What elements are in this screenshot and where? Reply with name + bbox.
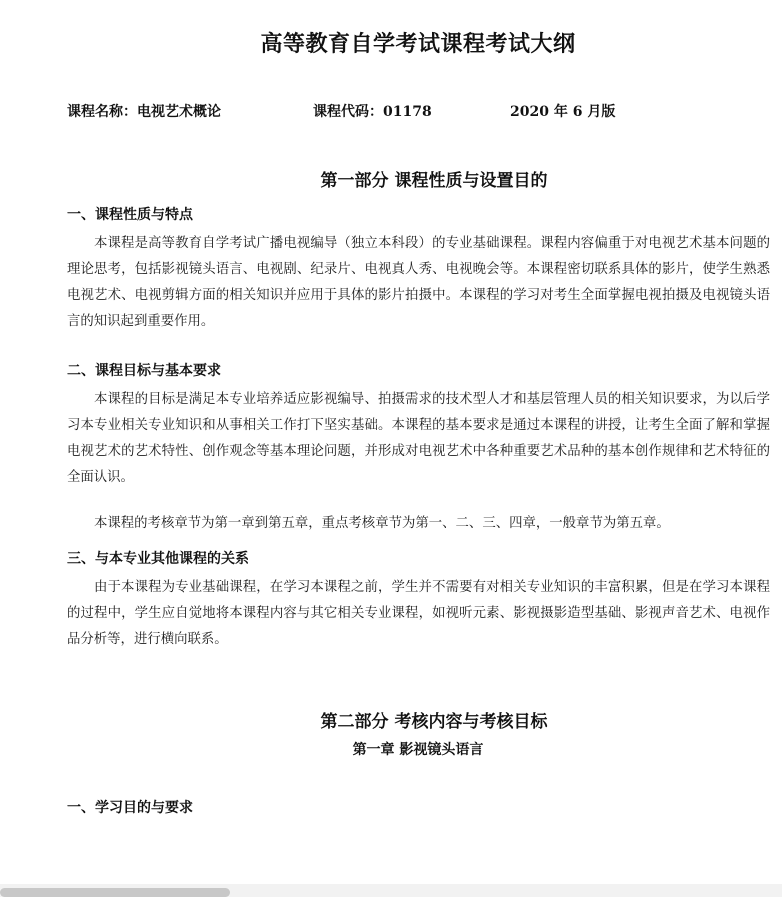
paragraph-relations: 由于本课程为专业基础课程，在学习本课程之前，学生并不需要有对相关专业知识的丰富积累，但是在学习本课程的过程中，学生应自觉地将本课程内容与其它相关专业课程，如视听元素、影视摄影造型基础、影视声音艺术、电视作品分析等，进行横向联系。	[67, 580, 770, 647]
part-two-title: 第二部分 考核内容与考核目标	[320, 712, 548, 732]
horizontal-scrollbar-thumb[interactable]	[0, 888, 230, 897]
chapter-one-title: 第一章 影视镜头语言	[352, 742, 484, 758]
course-code: 课程代码：01178	[313, 104, 432, 120]
paragraph-exam-chapters: 本课程的考核章节为第一章到第五章，重点考核章节为第一、二、三、四章，一般章节为第五章。	[94, 516, 670, 531]
section-heading-nature: 一、课程性质与特点	[67, 207, 193, 223]
section-heading-learning-goals: 一、学习目的与要求	[67, 800, 193, 816]
section-heading-objectives: 二、课程目标与基本要求	[67, 363, 221, 379]
section-heading-relations: 三、与本专业其他课程的关系	[67, 551, 249, 567]
part-one-title: 第一部分 课程性质与设置目的	[320, 171, 548, 191]
document-title: 高等教育自学考试课程考试大纲	[260, 31, 576, 57]
syllabus-version: 2020 年 6 月版	[510, 104, 616, 120]
course-name: 课程名称：电视艺术概论	[67, 104, 221, 120]
paragraph-objectives: 本课程的目标是满足本专业培养适应影视编导、拍摄需求的技术型人才和基层管理人员的相关知识要求，为以后学习本专业相关专业知识和从事相关工作打下坚实基础。本课程的基本要求是通过本课程的讲授，让考生全面了解和掌握电视艺术的艺术特性、创作观念等基本理论问题，并形成对电视艺术中各种重要艺术品种的基本创作规律和艺术特征的全面认识。	[67, 392, 770, 485]
paragraph-nature: 本课程是高等教育自学考试广播电视编导（独立本科段）的专业基础课程。课程内容偏重于对电视艺术基本问题的理论思考，包括影视镜头语言、电视剧、纪录片、电视真人秀、电视晚会等。本课程密切联系具体的影片，使学生熟悉电视艺术、电视剪辑方面的相关知识并应用于具体的影片拍摄中。本课程的学习对考生全面掌握电视拍摄及电视镜头语言的知识起到重要作用。	[67, 236, 770, 329]
